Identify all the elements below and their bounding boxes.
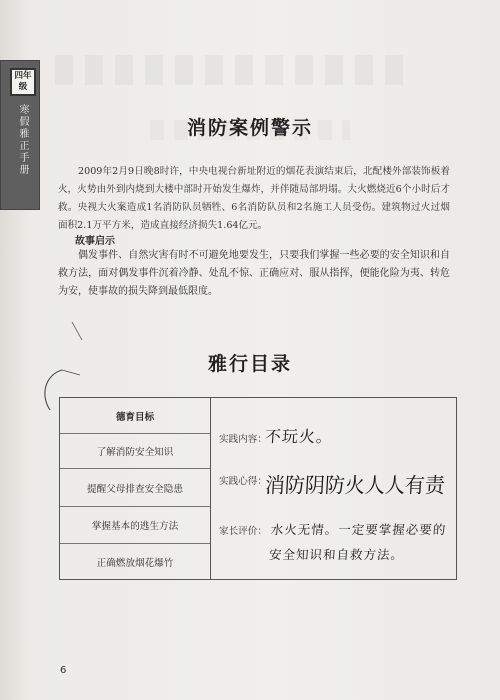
record-title: 雅行目录 <box>207 353 292 375</box>
case-story: 2009年2月9日晚8时许，中央电视台新址附近的烟花表演结束后，北配楼外部装饰板着火，火势由外到内烧到大楼中部时开始发生爆炸，并伴随局部坍塌。大火燃烧近6个小时后才救。央视大火案造成1名消防队员牺牲、6名消防队员和2名施工人员受伤。建筑物过火过烟面积2.1万平方米，造成直接经济损失1.64亿元。 <box>58 166 450 231</box>
parent-handwriting: 水火无情。一定要掌握必要的安全知识和自救方法。 <box>268 522 447 562</box>
reflection-handwriting: 消防阴防火人人有责 <box>264 472 446 498</box>
page-number: 6 <box>60 665 67 676</box>
lesson-heading: 故事启示 <box>75 236 115 247</box>
practice-label: 实践内容： <box>219 434 267 445</box>
goal-item: 了解消防安全知识 <box>60 433 210 468</box>
goals-column <box>60 398 211 579</box>
reflection-label: 实践心得： <box>219 476 267 487</box>
grade-label: 四年级 <box>10 68 36 96</box>
goal-item: 提醒父母排查安全隐患 <box>60 468 210 506</box>
practice-handwriting: 不玩火。 <box>264 427 334 446</box>
goals-header: 德育目标 <box>115 411 155 423</box>
case-title: 消防案例警示 <box>186 117 313 139</box>
lesson-text: 偶发事件、自然灾害有时不可避免地要发生，只要我们掌握一些必要的安全知识和自救方法，面对偶发事件沉着冷静、处乱不惊、正确应对、服从指挥，便能化险为夷、转危为安，使事故的损失降到最低限度。 <box>58 250 450 297</box>
show-through-text <box>55 55 415 85</box>
goal-item: 正确燃放烟花爆竹 <box>60 543 210 579</box>
parent-label: 家长评价： <box>219 526 267 537</box>
goal-item: 掌握基本的逃生方法 <box>60 506 210 543</box>
book-title: 寒假雅正手册 <box>17 104 28 176</box>
